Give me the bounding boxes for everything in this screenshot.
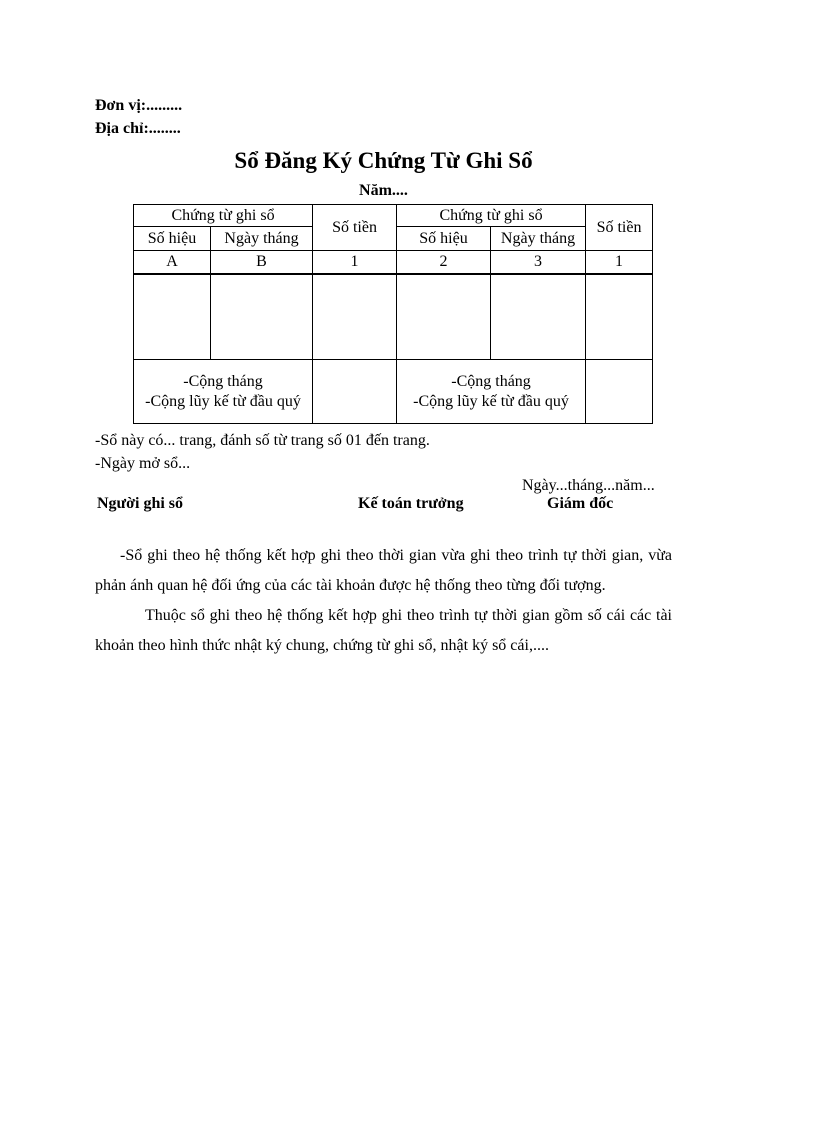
index-cell-2: 2 xyxy=(397,251,491,274)
org-unit-line: Đơn vị:......... xyxy=(95,97,183,114)
table-blank-row xyxy=(134,274,653,360)
index-cell-1-right: 1 xyxy=(586,251,653,274)
table-header-row-1 xyxy=(134,205,653,227)
summary-cell-left xyxy=(134,360,313,424)
signature-chief-accountant: Kế toán trưởng xyxy=(358,495,464,512)
year-label: Năm.... xyxy=(359,182,408,199)
blank-cell xyxy=(211,274,313,360)
signature-recorder: Người ghi sổ xyxy=(97,495,184,512)
blank-cell xyxy=(397,274,491,360)
header-amount-right: Số tiền xyxy=(586,205,653,251)
summary-amount-cell-right xyxy=(586,360,653,424)
blank-cell xyxy=(586,274,653,360)
table-summary-row xyxy=(134,360,653,424)
subheader-number-right: Số hiệu xyxy=(397,227,491,251)
index-cell-a: A xyxy=(134,251,211,274)
subheader-date-right: Ngày tháng xyxy=(491,227,586,251)
blank-cell xyxy=(134,274,211,360)
summary-month-total-left: -Cộng tháng xyxy=(183,372,263,390)
subheader-date-left: Ngày tháng xyxy=(211,227,313,251)
signature-row xyxy=(95,495,672,517)
document-content xyxy=(95,0,672,661)
header-amount-left: Số tiền xyxy=(313,205,397,251)
page-title: Sổ Đăng Ký Chứng Từ Ghi Sổ xyxy=(234,148,533,173)
index-cell-1-left: 1 xyxy=(313,251,397,274)
index-cell-3: 3 xyxy=(491,251,586,274)
signature-director: Giám đốc xyxy=(547,495,614,512)
table-index-row xyxy=(134,251,653,274)
summary-quarter-total-right: -Cộng lũy kế từ đầu quý xyxy=(413,392,569,410)
note-open-date: -Ngày mở sổ... xyxy=(95,455,191,472)
explanation-paragraph-2: Thuộc sổ ghi theo hệ thống kết hợp ghi theo trình tự thời gian gồm số cái các tài khoản theo hình thức nhật ký chung, chứng từ ghi sổ, nhật ký sổ cái,.... xyxy=(95,607,672,654)
summary-month-total-right: -Cộng tháng xyxy=(451,372,531,390)
signature-date-line: Ngày...tháng...năm... xyxy=(522,477,655,494)
summary-quarter-total-left: -Cộng lũy kế từ đầu quý xyxy=(145,392,301,410)
subheader-number-left: Số hiệu xyxy=(134,227,211,251)
index-cell-b: B xyxy=(211,251,313,274)
register-table xyxy=(133,204,653,424)
explanation-paragraph-1: -Sổ ghi theo hệ thống kết hợp ghi theo thời gian vừa ghi theo trình tự thời gian, vừa phản ánh quan hệ đối ứng của các tài khoản được hệ thống theo từng đối tượng. xyxy=(95,547,672,594)
note-page-count: -Sổ này có... trang, đánh số từ trang số 01 đến trang. xyxy=(95,432,430,449)
header-voucher-group-right: Chứng từ ghi sổ xyxy=(397,205,586,227)
footnotes xyxy=(95,429,672,475)
header-voucher-group-left: Chứng từ ghi sổ xyxy=(134,205,313,227)
blank-cell xyxy=(313,274,397,360)
summary-amount-cell-left xyxy=(313,360,397,424)
org-address-line: Địa chỉ:........ xyxy=(95,120,181,137)
blank-cell xyxy=(491,274,586,360)
summary-cell-right xyxy=(397,360,586,424)
